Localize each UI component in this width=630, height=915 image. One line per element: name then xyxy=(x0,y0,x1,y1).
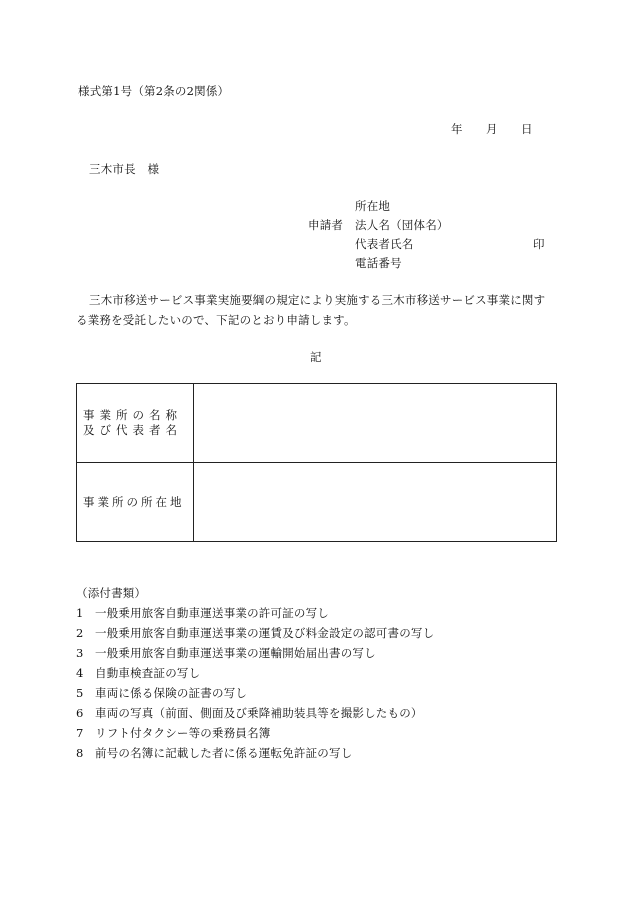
office-name-label xyxy=(77,384,194,463)
office-name-label-line1: 事業所の名称 xyxy=(83,408,182,422)
attachments-list xyxy=(76,583,434,763)
applicant-label: 申請者 xyxy=(308,218,344,232)
item-number: 1 xyxy=(76,606,84,620)
item-text: 一般乗用旅客自動車運送事業の運輸開始届出書の写し xyxy=(95,646,376,660)
body-text-line1: 三木市移送サービス事業実施要綱の規定により実施する三木市移送サービス事業に関す xyxy=(89,293,546,307)
list-item xyxy=(76,743,434,763)
ki-heading: 記 xyxy=(310,350,322,364)
table-row xyxy=(77,384,557,463)
form-number: 様式第1号（第2条の2関係） xyxy=(78,84,230,98)
list-item xyxy=(76,603,434,623)
applicant-address-label: 所在地 xyxy=(355,199,391,213)
item-number: 7 xyxy=(76,726,84,740)
date-day: 日 xyxy=(521,122,533,136)
applicant-corp-name-label: 法人名（団体名） xyxy=(355,218,449,232)
applicant-phone-label: 電話番号 xyxy=(355,256,402,270)
item-text: 前号の名簿に記載した者に係る運転免許証の写し xyxy=(95,746,353,760)
item-number: 5 xyxy=(76,686,84,700)
table-row xyxy=(77,463,557,542)
addressee: 三木市長 様 xyxy=(89,162,160,176)
application-table xyxy=(76,383,557,542)
office-address-label: 事業所の所在地 xyxy=(77,463,194,542)
item-number: 6 xyxy=(76,706,84,720)
office-name-label-line2: 及び代表者名 xyxy=(83,423,182,437)
item-text: リフト付タクシー等の乗務員名簿 xyxy=(95,726,271,740)
office-name-field[interactable] xyxy=(194,384,557,463)
item-text: 一般乗用旅客自動車運送事業の許可証の写し xyxy=(95,606,329,620)
item-number: 3 xyxy=(76,646,84,660)
attachments-heading: （添付書類） xyxy=(76,586,147,600)
list-item xyxy=(76,623,434,643)
date-year: 年 xyxy=(451,122,463,136)
list-item xyxy=(76,703,434,723)
seal-mark: 印 xyxy=(533,237,545,251)
item-number: 8 xyxy=(76,746,84,760)
item-text: 自動車検査証の写し xyxy=(95,666,201,680)
list-item xyxy=(76,723,434,743)
list-item xyxy=(76,643,434,663)
list-item xyxy=(76,683,434,703)
item-text: 車両に係る保険の証書の写し xyxy=(95,686,248,700)
body-text-line2: る業務を受託したいので、下記のとおり申請します。 xyxy=(76,313,356,327)
item-text: 一般乗用旅客自動車運送事業の運賃及び料金設定の認可書の写し xyxy=(95,626,435,640)
list-item xyxy=(76,663,434,683)
date-month: 月 xyxy=(486,122,498,136)
item-text: 車両の写真（前面、側面及び乗降補助装具等を撮影したもの） xyxy=(95,706,423,720)
office-address-field[interactable] xyxy=(194,463,557,542)
item-number: 4 xyxy=(76,666,84,680)
applicant-representative-label: 代表者氏名 xyxy=(355,237,414,251)
item-number: 2 xyxy=(76,626,84,640)
